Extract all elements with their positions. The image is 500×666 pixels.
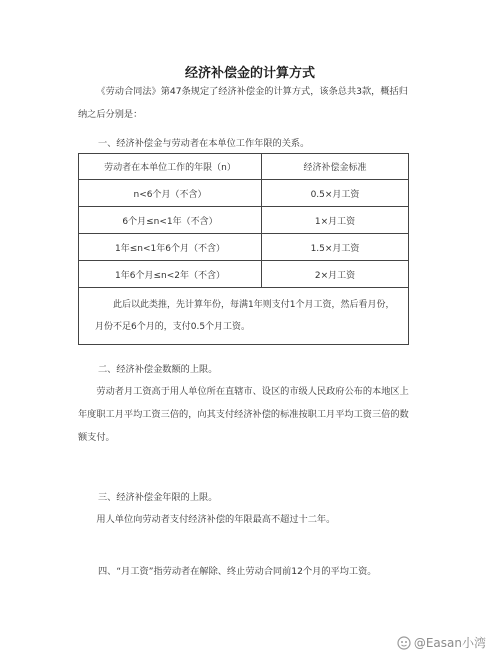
table-cell-standard: 1×月工资	[262, 207, 409, 234]
section1-heading: 一、经济补偿金与劳动者在本单位工作年限的关系。	[98, 138, 310, 149]
table-cell-years: 6个月≤n<1年（不含）	[79, 207, 262, 234]
table-cell-years: n<6个月（不含）	[79, 180, 262, 207]
watermark	[397, 634, 486, 651]
table-cell-years: 1年≤n<1年6个月（不含）	[79, 234, 262, 261]
document-title: 经济补偿金的计算方式	[184, 66, 315, 81]
section3-heading: 三、经济补偿金年限的上限。	[98, 492, 218, 503]
table-cell-standard: 1.5×月工资	[262, 234, 409, 261]
section3-body: 用人单位向劳动者支付经济补偿的年限最高不超过十二年。	[96, 514, 336, 525]
table-row	[79, 180, 409, 207]
section2-body: 劳动者月工资高于用人单位所在直辖市、设区的市级人民政府公布的本地区上年度职工月平均工资三倍的，向其支付经济补偿的标准按职工月平均工资三倍的数额支付。	[78, 386, 409, 443]
table-row	[79, 261, 409, 288]
section4-heading: 四、“月工资”指劳动者在解除、终止劳动合同前12个月的平均工资。	[98, 566, 377, 577]
table-row	[79, 207, 409, 234]
table-header-standard: 经济补偿金标准	[262, 154, 409, 180]
table-cell-standard: 2×月工资	[262, 261, 409, 288]
social-platform-logo-icon	[397, 636, 411, 650]
table-cell-standard: 0.5×月工资	[262, 180, 409, 207]
watermark-text: @Easan小湾	[413, 636, 486, 650]
intro-paragraph: 《劳动合同法》第47条规定了经济补偿金的计算方式，该条总共3款，概括归纳之后分别是：	[78, 86, 408, 120]
table-note-row	[79, 288, 409, 345]
table-cell-years: 1年6个月≤n<2年（不含）	[79, 261, 262, 288]
table-note: 此后以此类推，先计算年份，每满1年则支付1个月工资，然后看月份，月份不足6个月的，支付0.5个月工资。	[79, 288, 409, 345]
table-header-row	[79, 154, 409, 180]
section2-heading: 二、经济补偿金数额的上限。	[98, 364, 218, 375]
compensation-table	[78, 153, 409, 345]
table-header-years: 劳动者在本单位工作的年限（n）	[79, 154, 262, 180]
table-row	[79, 234, 409, 261]
